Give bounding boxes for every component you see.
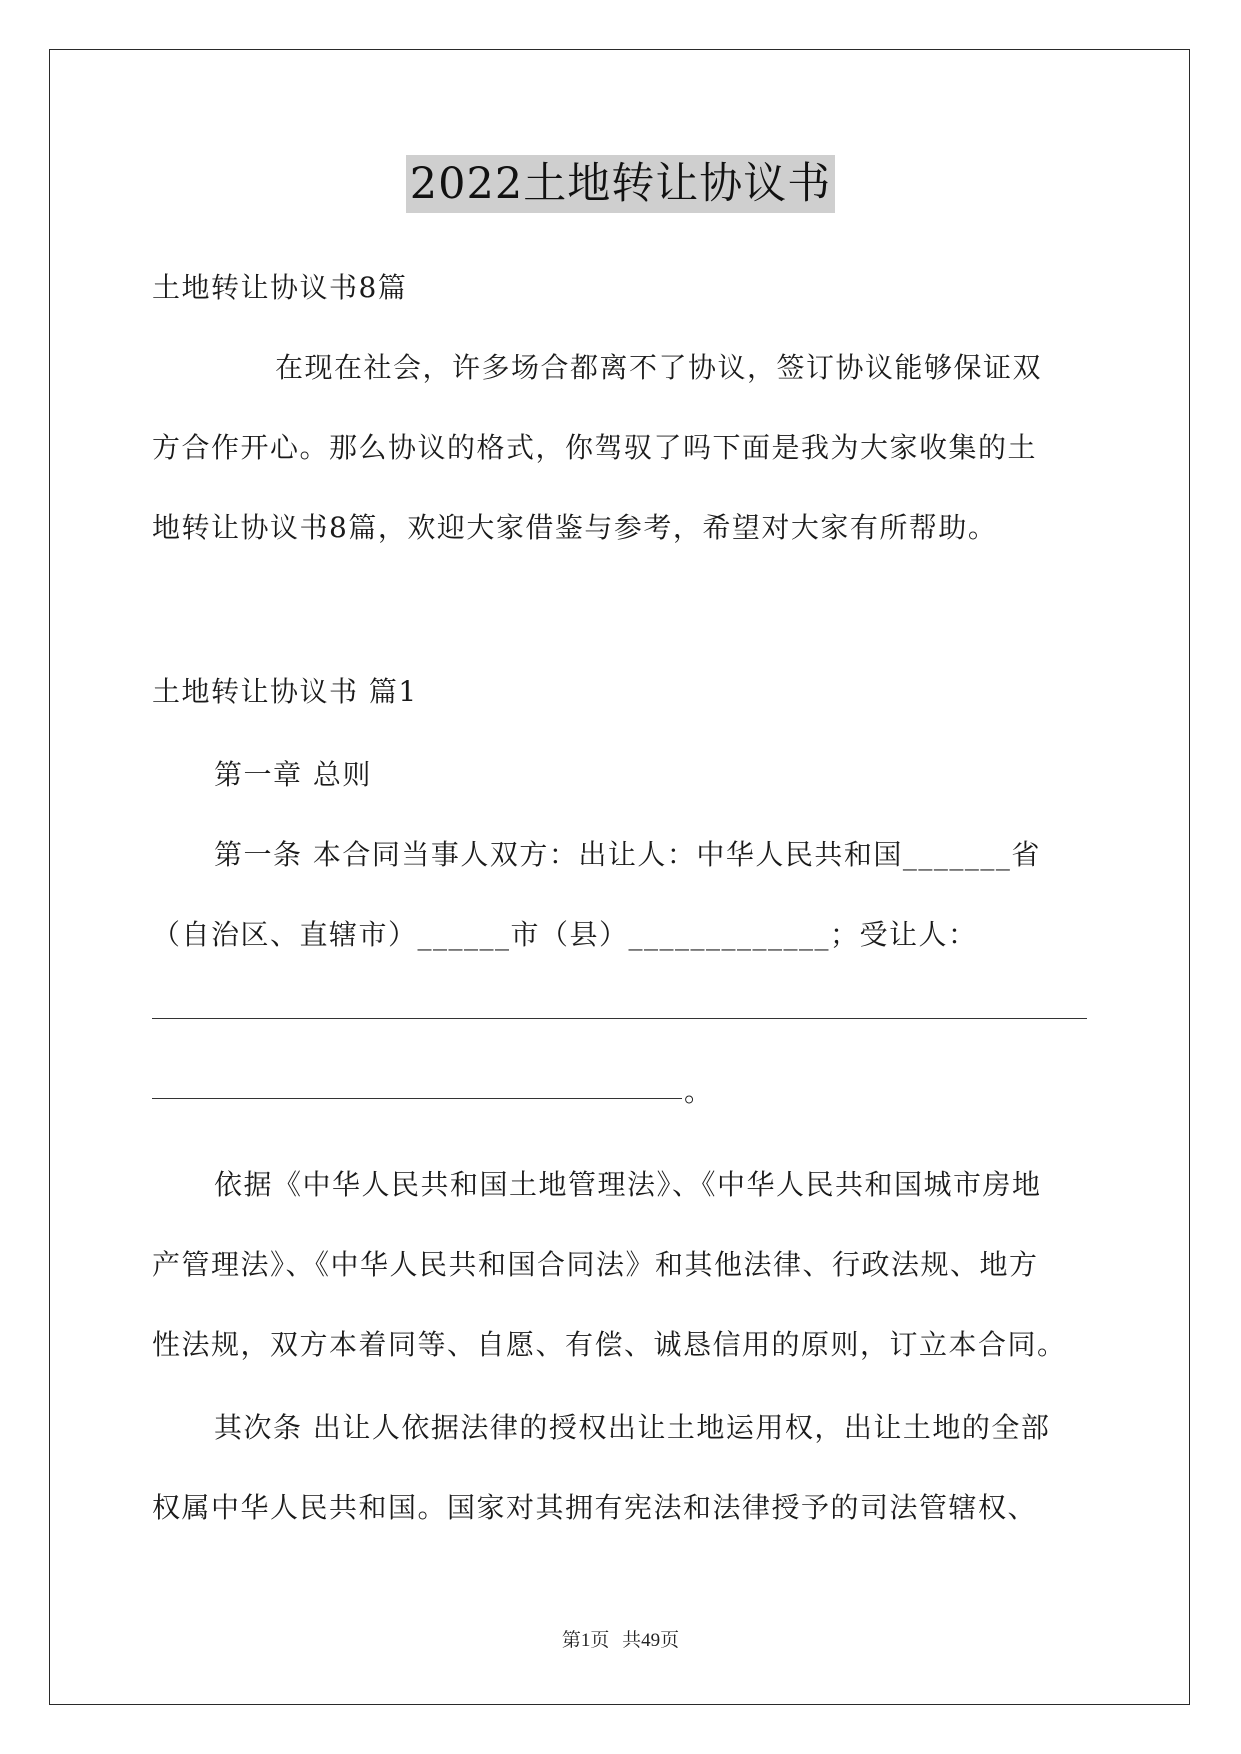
chapter-heading: 第一章 总则 — [214, 758, 372, 791]
page-footer — [0, 1629, 1241, 1653]
title-container — [0, 155, 1241, 213]
page-total: 共49页 — [622, 1630, 680, 1651]
article2-line-2: 权属中华人民共和国。国家对其拥有宪法和法律授予的司法管辖权、 — [152, 1491, 1038, 1524]
intro-line-2: 方合作开心。那么协议的格式，你驾驭了吗下面是我为大家收集的土 — [152, 431, 1038, 464]
basis-line-1: 依据《中华人民共和国土地管理法》、《中华人民共和国城市房地 — [214, 1168, 1042, 1201]
article2-line-1: 其次条 出让人依据法律的授权出让土地运用权，出让土地的全部 — [214, 1411, 1051, 1444]
basis-line-3: 性法规，双方本着同等、自愿、有偿、诚恳信用的原则，订立本合同。 — [152, 1328, 1067, 1361]
article1-line-1: 第一条 本合同当事人双方：出让人：中华人民共和国_______省 — [214, 838, 1041, 871]
document-title: 2022土地转让协议书 — [406, 155, 835, 213]
section-heading: 土地转让协议书 篇1 — [152, 675, 418, 708]
blank-fill-line-short — [152, 1098, 682, 1099]
blank-fill-line — [152, 1018, 1087, 1019]
article1-line-2: （自治区、直辖市）______市（县）_____________；受让人： — [152, 918, 978, 951]
page-number: 第1页 — [561, 1630, 610, 1651]
article1-line-end: 。 — [684, 1075, 714, 1108]
intro-line-3: 地转让协议书8篇，欢迎大家借鉴与参考，希望对大家有所帮助。 — [152, 511, 998, 544]
document-subtitle: 土地转让协议书8篇 — [152, 271, 408, 304]
intro-line-1: 在现在社会，许多场合都离不了协议，签订协议能够保证双 — [275, 351, 1043, 384]
basis-line-2: 产管理法》、《中华人民共和国合同法》和其他法律、行政法规、地方 — [152, 1248, 1039, 1281]
